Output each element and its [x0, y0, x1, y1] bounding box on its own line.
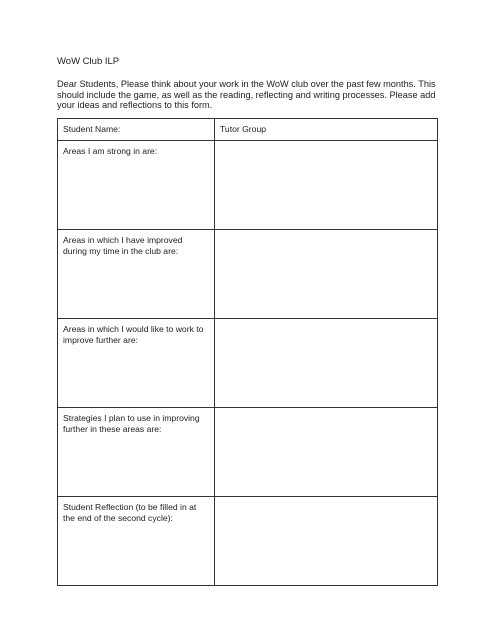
intro-line: should include the game, as well as the reading, reflecting and writing processes. Please add: [57, 89, 436, 100]
tutor-group-cell[interactable]: [215, 119, 438, 141]
row-label-cell: [58, 319, 215, 408]
page-title: WoW Club ILP: [57, 56, 120, 67]
table-row-strategies: [58, 408, 438, 497]
table-row-reflection: [58, 497, 438, 586]
student-name-cell[interactable]: [58, 119, 215, 141]
tutor-group-label: Tutor Group: [220, 124, 267, 134]
reflection-entry-cell[interactable]: [215, 497, 438, 586]
table-row-improved: [58, 230, 438, 319]
header-row: [58, 119, 438, 141]
row-label: Areas in which I would like to work to: [63, 324, 204, 334]
intro-paragraph: [57, 79, 447, 111]
improve-further-entry-cell[interactable]: [215, 319, 438, 408]
improved-entry-cell[interactable]: [215, 230, 438, 319]
row-label-cell: [58, 230, 215, 319]
row-label-cell: [58, 141, 215, 230]
intro-line: your ideas and reflections to this form.: [57, 100, 213, 110]
row-label: improve further are:: [63, 335, 138, 345]
row-label-cell: [58, 497, 215, 586]
row-label: further in these areas are:: [63, 424, 162, 434]
row-label: Areas I am strong in are:: [63, 146, 158, 156]
row-label-cell: [58, 408, 215, 497]
table-row-improve-further: [58, 319, 438, 408]
table-row-strengths: [58, 141, 438, 230]
row-label: the end of the second cycle):: [63, 513, 173, 523]
row-label: Strategies I plan to use in improving: [63, 413, 200, 423]
row-label: Student Reflection (to be filled in at: [63, 502, 197, 512]
row-label: during my time in the club are:: [63, 246, 179, 256]
ilp-form-table: [57, 118, 438, 586]
student-name-label: Student Name:: [63, 124, 121, 134]
intro-line: Dear Students, Please think about your work in the WoW club over the past few months. This: [57, 79, 436, 89]
strategies-entry-cell[interactable]: [215, 408, 438, 497]
strengths-entry-cell[interactable]: [215, 141, 438, 230]
row-label: Areas in which I have improved: [63, 235, 183, 245]
